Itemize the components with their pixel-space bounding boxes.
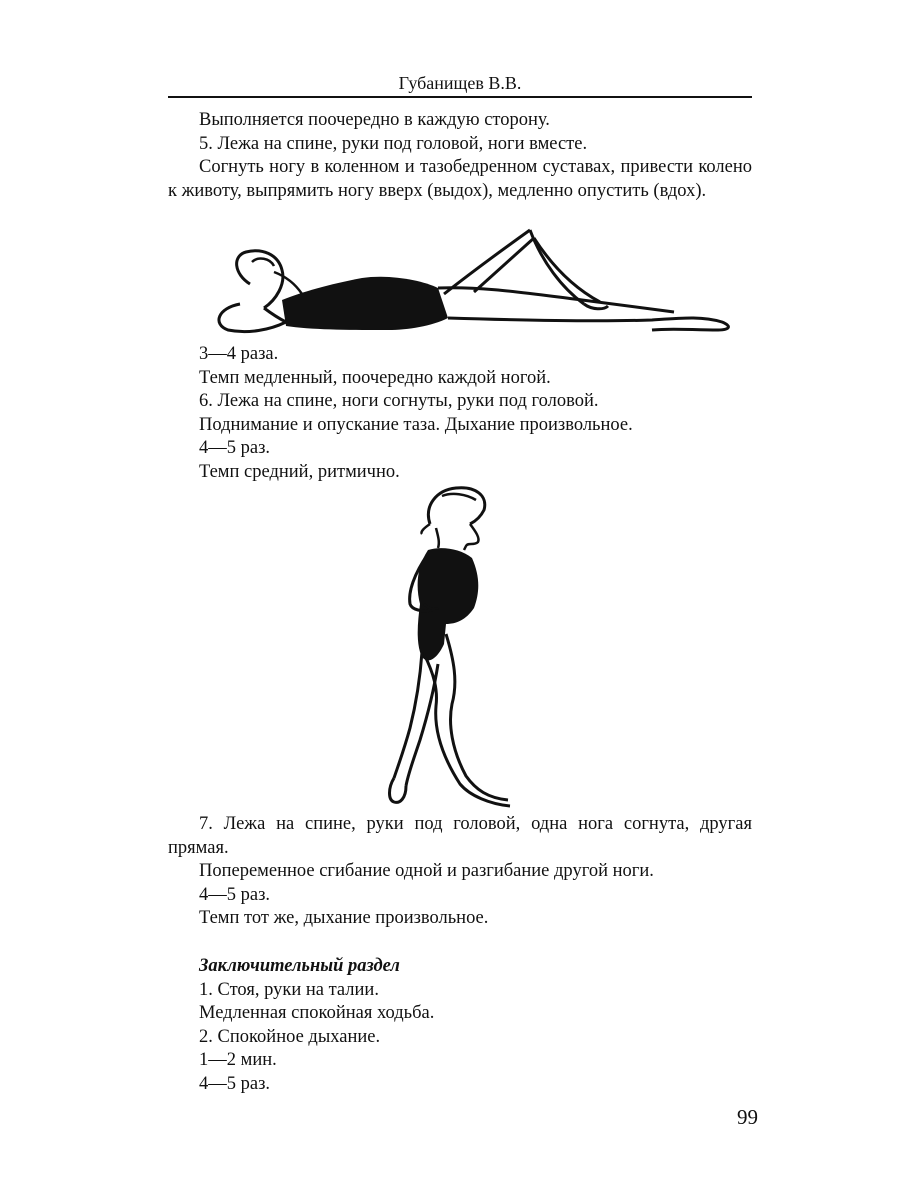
paragraph: Медленная спокойная ходьба.: [199, 1003, 435, 1023]
paragraph: 1. Стоя, руки на талии.: [199, 979, 379, 1000]
paragraph: Темп средний, ритмично.: [199, 461, 400, 482]
paragraph: Поднимание и опускание таза. Дыхание произвольное.: [199, 414, 633, 435]
paragraph: 3—4 раза.: [199, 344, 279, 364]
text-block-final-section: [168, 955, 752, 1096]
paragraph: Темп тот же, дыхание произвольное.: [199, 908, 489, 928]
paragraph: 5. Лежа на спине, руки под головой, ноги вместе.: [199, 133, 588, 154]
walking-woman-illustration: [380, 484, 530, 810]
text-block-exercise-6: [168, 343, 752, 484]
running-head: Губанищев В.В.: [398, 73, 522, 93]
text-block-exercise-7: [168, 813, 752, 931]
paragraph: 1—2 мин.: [199, 1050, 277, 1070]
section-heading: Заключительный раздел: [199, 956, 400, 976]
page-number: 99: [737, 1105, 758, 1129]
paragraph: 4—5 раз.: [199, 438, 271, 458]
paragraph: 6. Лежа на спине, ноги согнуты, руки под головой.: [199, 391, 599, 411]
paragraph: Попеременное сгибание одной и разгибание другой ноги.: [199, 861, 654, 881]
paragraph: 4—5 раз.: [199, 884, 271, 905]
paragraph: Темп медленный, поочередно каждой ногой.: [199, 367, 551, 388]
paragraph: 4—5 раз.: [199, 1073, 271, 1094]
text-block-exercise-5: [168, 109, 752, 203]
paragraph: 2. Спокойное дыхание.: [199, 1026, 381, 1047]
paragraph: Выполняется поочередно в каждую сторону.: [199, 110, 550, 130]
lying-exercise-illustration: [212, 222, 742, 342]
paragraph: 7. Лежа на спине, руки под головой, одна нога согнута, другая прямая.: [168, 814, 752, 858]
paragraph: Согнуть ногу в коленном и тазобедренном суставах, привести колено к животу, выпрямить ногу вверх (выдох), медленно опустить (вдох).: [168, 157, 752, 201]
header-rule: [168, 96, 752, 98]
